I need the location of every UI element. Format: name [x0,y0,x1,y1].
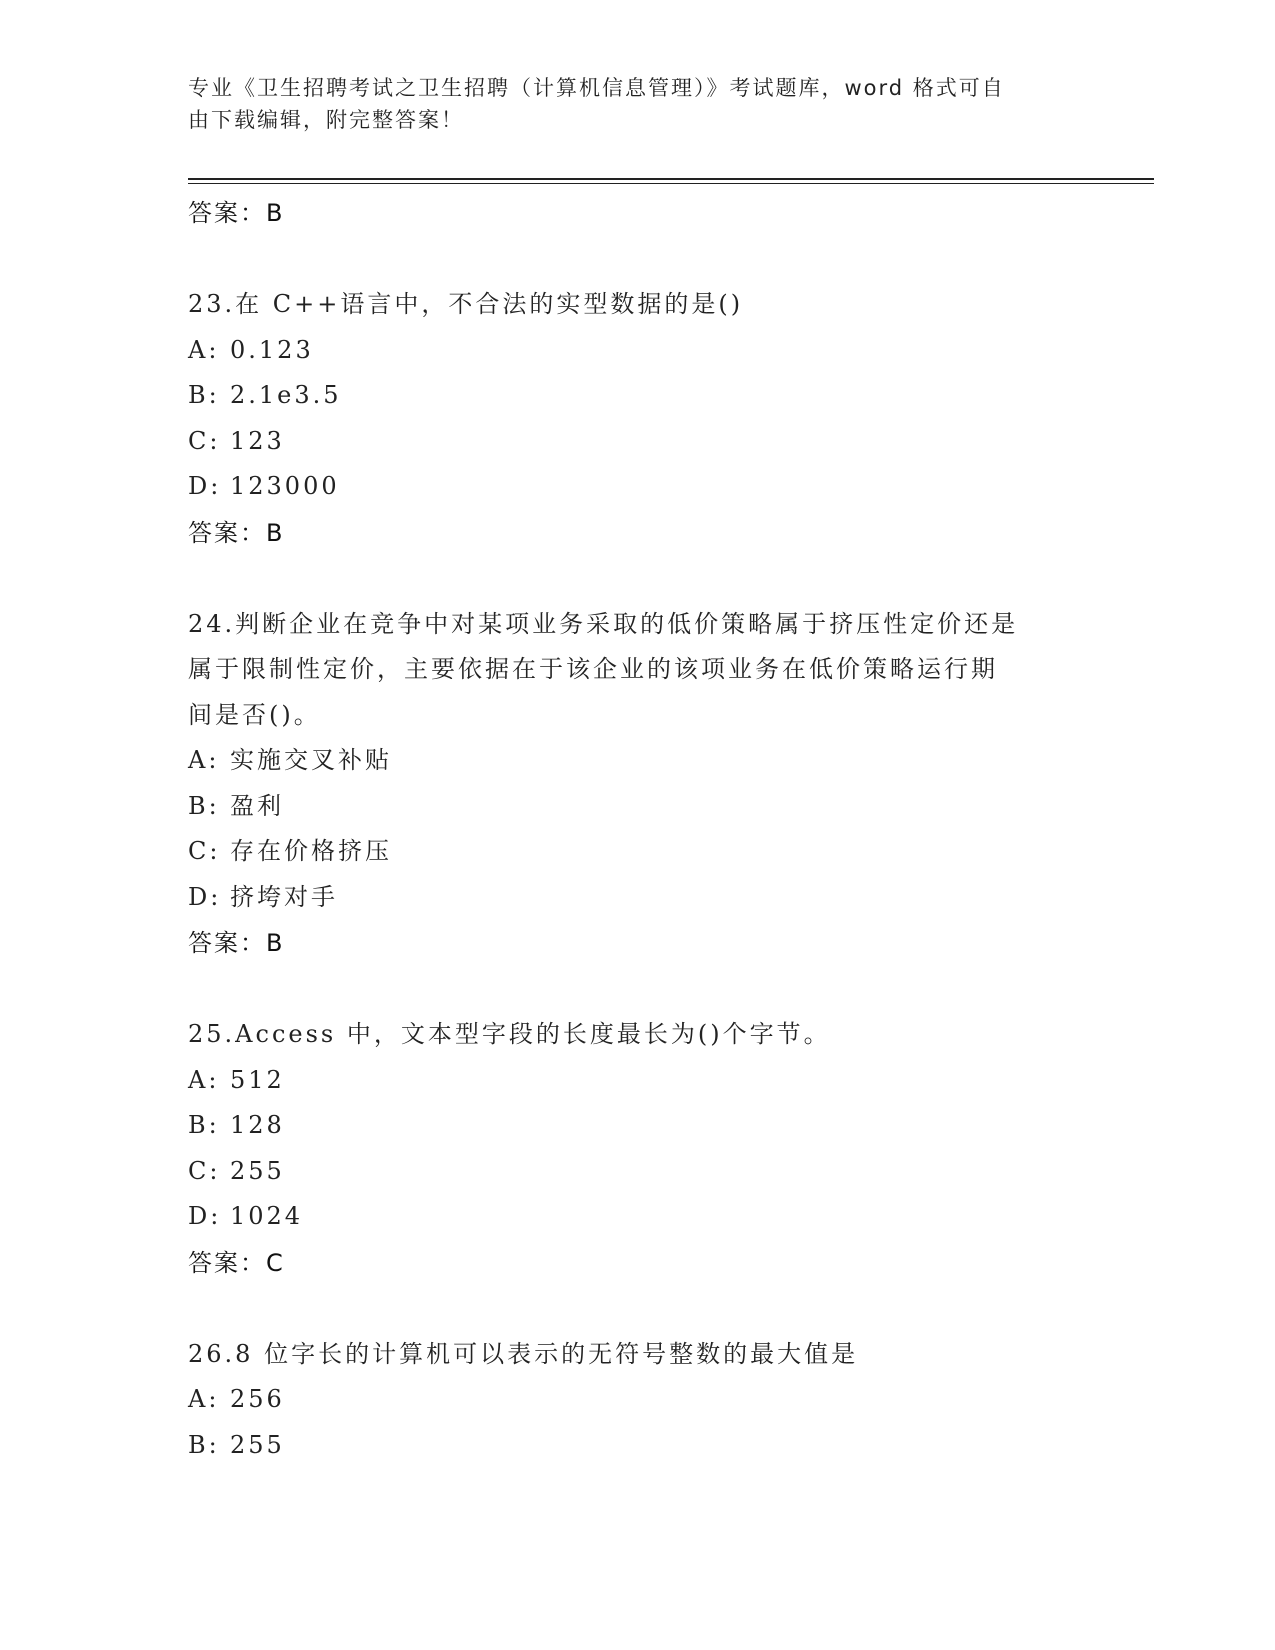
question-text: 23.在 C++语言中，不合法的实型数据的是() [188,290,744,318]
option-text: 存在价格挤压 [230,837,392,865]
question-block [188,1012,1088,1286]
option-letter: D: [188,882,222,911]
option-c [188,1149,1088,1195]
option-text: 实施交叉补贴 [230,746,392,774]
document-header [188,72,1068,136]
header-divider [188,178,1154,180]
option-b [188,1423,1088,1469]
option-letter: C: [188,426,221,455]
spacer [188,236,1088,282]
question-text: 属于限制性定价，主要依据在于该企业的该项业务在低价策略运行期 [188,655,998,683]
option-b [188,784,1088,830]
option-c [188,829,1088,875]
option-a [188,738,1088,784]
question-text: 24.判断企业在竞争中对某项业务采取的低价策略属于挤压性定价还是 [188,609,1019,638]
spacer [188,1286,1088,1332]
header-line-1: 专业《卫生招聘考试之卫生招聘（计算机信息管理）》考试题库，word 格式可自 [188,76,1005,100]
question-block [188,282,1088,556]
option-text: 123000 [230,472,340,500]
question-text: 26.8 位字长的计算机可以表示的无符号整数的最大值是 [188,1339,859,1368]
option-a [188,1377,1088,1423]
answer-line: 答案：B [188,199,285,227]
option-d [188,1194,1088,1240]
option-letter: D: [188,1202,222,1230]
option-text: 0.123 [230,335,314,364]
question-text: 25.Access 中，文本型字段的长度最长为()个字节。 [188,1020,831,1048]
option-text: 255 [230,1430,285,1459]
option-letter: A: [188,1385,220,1413]
option-d [188,875,1088,921]
option-letter: B: [188,791,220,820]
option-letter: A: [188,335,220,364]
option-text: 123 [230,426,285,455]
option-text: 128 [230,1111,285,1139]
option-letter: A: [188,1065,220,1094]
option-letter: B: [188,1430,220,1459]
option-b [188,373,1088,419]
question-text: 间是否()。 [188,700,321,729]
answer-line: 答案：B [188,518,285,547]
header-divider-thin [188,183,1154,184]
option-text: 256 [230,1385,285,1413]
option-b [188,1103,1088,1149]
option-text: 挤垮对手 [230,882,338,911]
option-text: 盈利 [230,791,284,820]
option-letter: C: [188,837,221,865]
option-a [188,1058,1088,1104]
option-letter: D: [188,472,222,500]
spacer [188,556,1088,602]
option-letter: B: [188,381,220,409]
option-letter: A: [188,746,220,774]
option-text: 512 [230,1065,285,1094]
option-letter: C: [188,1156,221,1185]
answer-line: 答案：B [188,929,285,957]
question-list [188,190,1088,1468]
question-block [188,1332,1088,1469]
option-text: 255 [230,1156,285,1185]
option-letter: B: [188,1111,220,1139]
question-block [188,602,1088,967]
option-a [188,328,1088,374]
header-line-2: 由下载编辑，附完整答案！ [188,108,464,132]
option-text: 1024 [230,1202,304,1230]
option-d [188,464,1088,510]
answer-line: 答案：C [188,1248,285,1277]
spacer [188,966,1088,1012]
option-text: 2.1e3.5 [230,381,342,409]
option-c [188,419,1088,465]
